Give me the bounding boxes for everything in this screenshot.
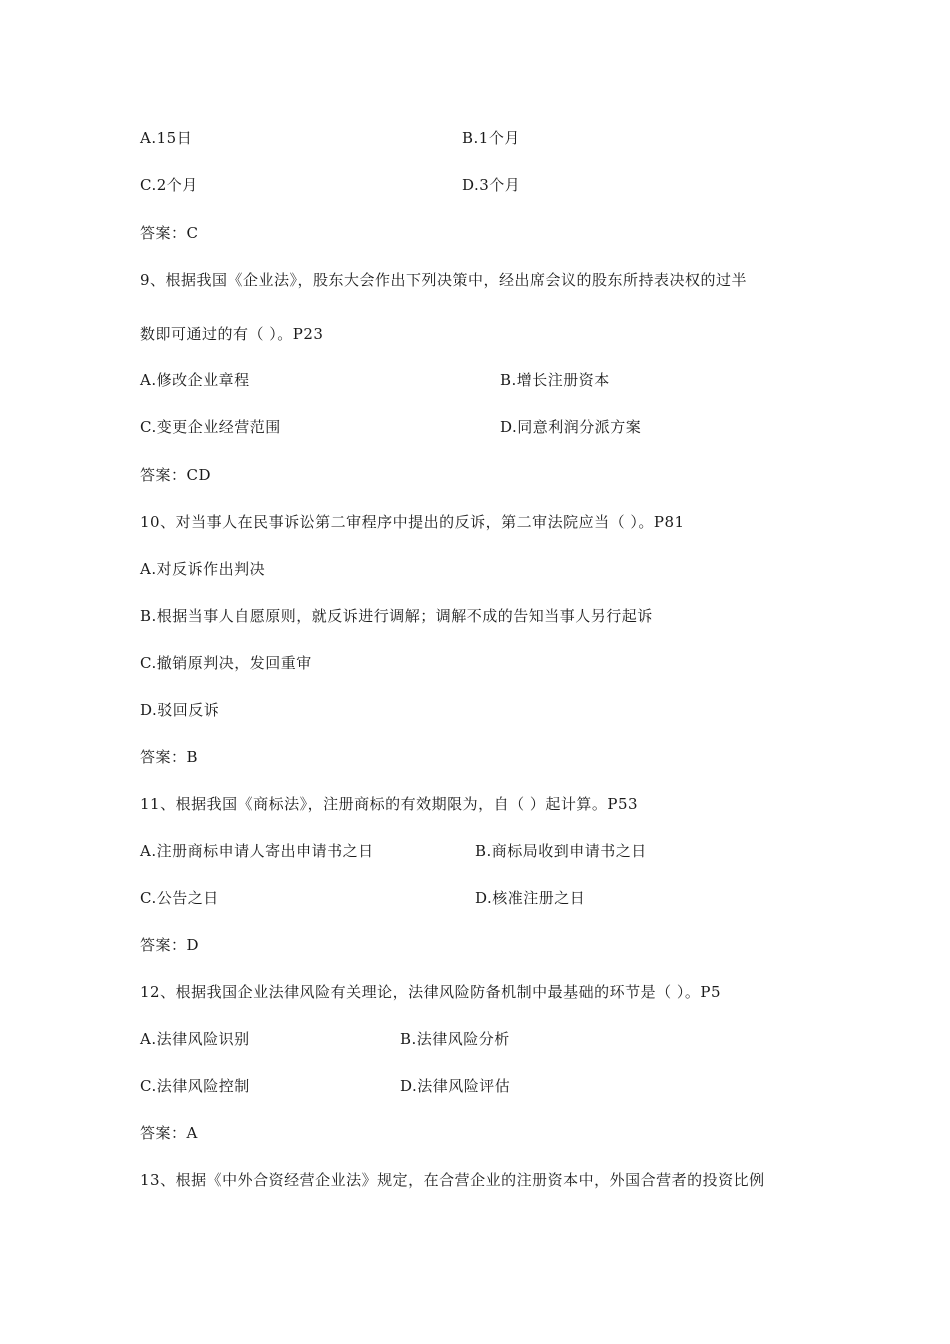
q10-option-d: D.驳回反诉 xyxy=(140,701,220,719)
q10-option-a: A.对反诉作出判决 xyxy=(140,560,266,578)
q8-option-b: B.1个月 xyxy=(462,129,520,147)
q13-stem-line1: 13、根据《中外合资经营企业法》规定，在合营企业的注册资本中，外国合营者的投资比例 xyxy=(140,1171,765,1189)
q9-option-d: D.同意利润分派方案 xyxy=(500,418,642,436)
q11-option-a: A.注册商标申请人寄出申请书之日 xyxy=(140,842,374,860)
q10-answer: 答案：B xyxy=(140,748,199,766)
q8-option-c: C.2个月 xyxy=(140,176,198,194)
q10-stem: 10、对当事人在民事诉讼第二审程序中提出的反诉，第二审法院应当（ ）。P81 xyxy=(140,513,685,531)
q8-option-a: A.15日 xyxy=(140,129,193,147)
q12-option-d: D.法律风险评估 xyxy=(400,1077,511,1095)
q12-option-a: A.法律风险识别 xyxy=(140,1030,250,1048)
q9-stem-line2: 数即可通过的有（ ）。P23 xyxy=(140,325,324,343)
q11-option-c: C.公告之日 xyxy=(140,889,219,907)
q9-option-a: A.修改企业章程 xyxy=(140,371,250,389)
q9-stem-line1: 9、根据我国《企业法》，股东大会作出下列决策中，经出席会议的股东所持表决权的过半 xyxy=(140,271,748,289)
q12-option-c: C.法律风险控制 xyxy=(140,1077,250,1095)
q9-answer: 答案：CD xyxy=(140,466,212,484)
q8-answer: 答案：C xyxy=(140,224,199,242)
q10-option-c: C.撤销原判决，发回重审 xyxy=(140,654,312,672)
q12-stem: 12、根据我国企业法律风险有关理论，法律风险防备机制中最基础的环节是（ ）。P5 xyxy=(140,983,721,1001)
q9-option-c: C.变更企业经营范围 xyxy=(140,418,281,436)
q11-stem: 11、根据我国《商标法》，注册商标的有效期限为，自（ ）起计算。P53 xyxy=(140,795,639,813)
q11-option-d: D.核准注册之日 xyxy=(475,889,586,907)
q11-option-b: B.商标局收到申请书之日 xyxy=(475,842,647,860)
q12-option-b: B.法律风险分析 xyxy=(400,1030,510,1048)
q8-option-d: D.3个月 xyxy=(462,176,521,194)
q11-answer: 答案：D xyxy=(140,936,200,954)
q9-option-b: B.增长注册资本 xyxy=(500,371,610,389)
q10-option-b: B.根据当事人自愿原则，就反诉进行调解；调解不成的告知当事人另行起诉 xyxy=(140,607,653,625)
q12-answer: 答案：A xyxy=(140,1124,198,1142)
